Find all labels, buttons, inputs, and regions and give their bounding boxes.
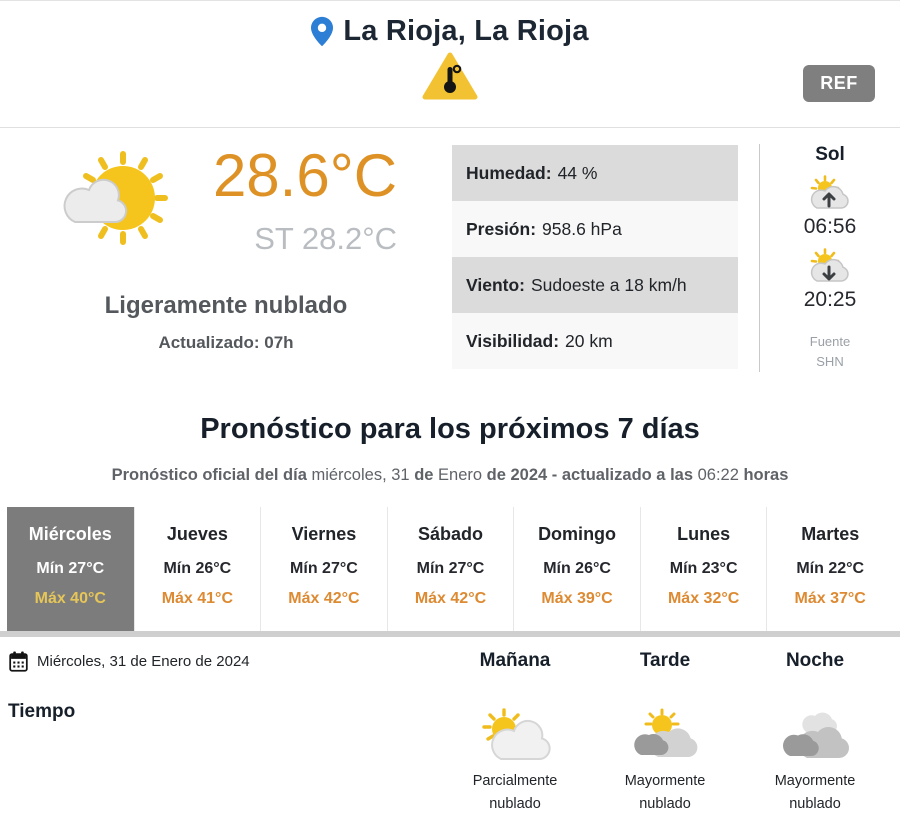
table-bottom-bar	[0, 631, 900, 637]
forecast-section	[0, 413, 900, 637]
visibility-label: Visibilidad:	[466, 330, 560, 351]
location-title-row	[0, 15, 900, 48]
forecast-days-grid	[7, 507, 893, 631]
selected-date	[8, 651, 440, 672]
day-cell-martes[interactable]: Martes Mín 22°C Máx 37°C	[766, 507, 893, 631]
sun-source-name: SHN	[816, 354, 844, 370]
day-cell-jueves[interactable]: Jueves Mín 26°C Máx 41°C	[134, 507, 261, 631]
weather-details-panel	[452, 145, 738, 372]
forecast-subtitle: Pronóstico oficial del día miércoles, 31 de Enero de 2024 - actualizado a las 06:22 horas	[111, 466, 789, 484]
warning-row	[0, 52, 900, 100]
sunset-time: 20:25	[803, 288, 857, 311]
condition-manana	[440, 699, 590, 816]
feels-like-temperature: ST 28.2°C	[254, 221, 398, 256]
sunrise-icon	[809, 175, 851, 211]
current-summary	[0, 144, 452, 372]
period-head-tarde: Tarde	[639, 650, 691, 671]
day-cell-miercoles[interactable]: Miércoles Mín 27°C Máx 40°C	[7, 507, 134, 631]
forecast-title: Pronóstico para los próximos 7 días	[200, 413, 700, 445]
condition-manana-label: Parcialmente nublado	[472, 773, 558, 813]
updated-text: Actualizado: 07h	[158, 333, 294, 352]
tiempo-row-label: Tiempo	[8, 701, 76, 722]
heat-warning-icon[interactable]	[422, 52, 478, 100]
mostly-cloudy-icon	[624, 707, 706, 761]
sun-source-word: Fuente	[809, 334, 851, 349]
sun-panel-title: Sol	[815, 144, 845, 165]
visibility-row	[452, 313, 738, 369]
wind-row	[452, 257, 738, 313]
day-cell-lunes[interactable]: Lunes Mín 23°C Máx 32°C	[640, 507, 767, 631]
day-detail-section	[0, 650, 900, 816]
humidity-value: 44 %	[557, 162, 598, 183]
day-cell-sabado[interactable]: Sábado Mín 27°C Máx 42°C	[387, 507, 514, 631]
wind-value: Sudoeste a 18 km/h	[531, 274, 687, 295]
wind-label: Viento:	[466, 274, 525, 295]
sunrise-time: 06:56	[803, 215, 857, 238]
period-head-manana: Mañana	[479, 650, 551, 671]
pressure-value: 958.6 hPa	[542, 218, 622, 239]
partly-cloudy-icon	[474, 707, 556, 761]
header	[0, 1, 900, 128]
condition-text: Ligeramente nublado	[104, 292, 348, 319]
current-temperature: 28.6°C	[212, 142, 398, 209]
selected-date-text: Miércoles, 31 de Enero de 2024	[37, 652, 250, 670]
sun-panel	[759, 144, 900, 372]
tiempo-row	[0, 699, 900, 816]
sunset-icon	[809, 248, 851, 284]
humidity-row	[452, 145, 738, 201]
day-detail-header	[0, 650, 900, 672]
mostly-cloudy-dark-icon	[774, 707, 856, 761]
ref-button[interactable]: REF	[803, 65, 875, 102]
condition-tarde-label: Mayormente nublado	[624, 773, 706, 813]
condition-tarde	[590, 699, 740, 816]
day-cell-domingo[interactable]: Domingo Mín 26°C Máx 39°C	[513, 507, 640, 631]
weather-page	[0, 1, 900, 827]
pressure-row	[452, 201, 738, 257]
condition-noche-label: Mayormente nublado	[774, 773, 856, 813]
calendar-icon	[8, 651, 29, 672]
pressure-label: Presión:	[466, 218, 537, 239]
day-cell-viernes[interactable]: Viernes Mín 27°C Máx 42°C	[260, 507, 387, 631]
visibility-value: 20 km	[565, 330, 613, 351]
sun-source	[810, 332, 850, 372]
current-conditions	[0, 128, 900, 391]
location-pin-icon	[311, 16, 333, 47]
humidity-label: Humedad:	[466, 162, 552, 183]
condition-noche	[740, 699, 890, 816]
page-title: La Rioja, La Rioja	[343, 15, 589, 47]
partly-sunny-icon	[59, 146, 171, 258]
period-head-noche: Noche	[785, 650, 845, 671]
